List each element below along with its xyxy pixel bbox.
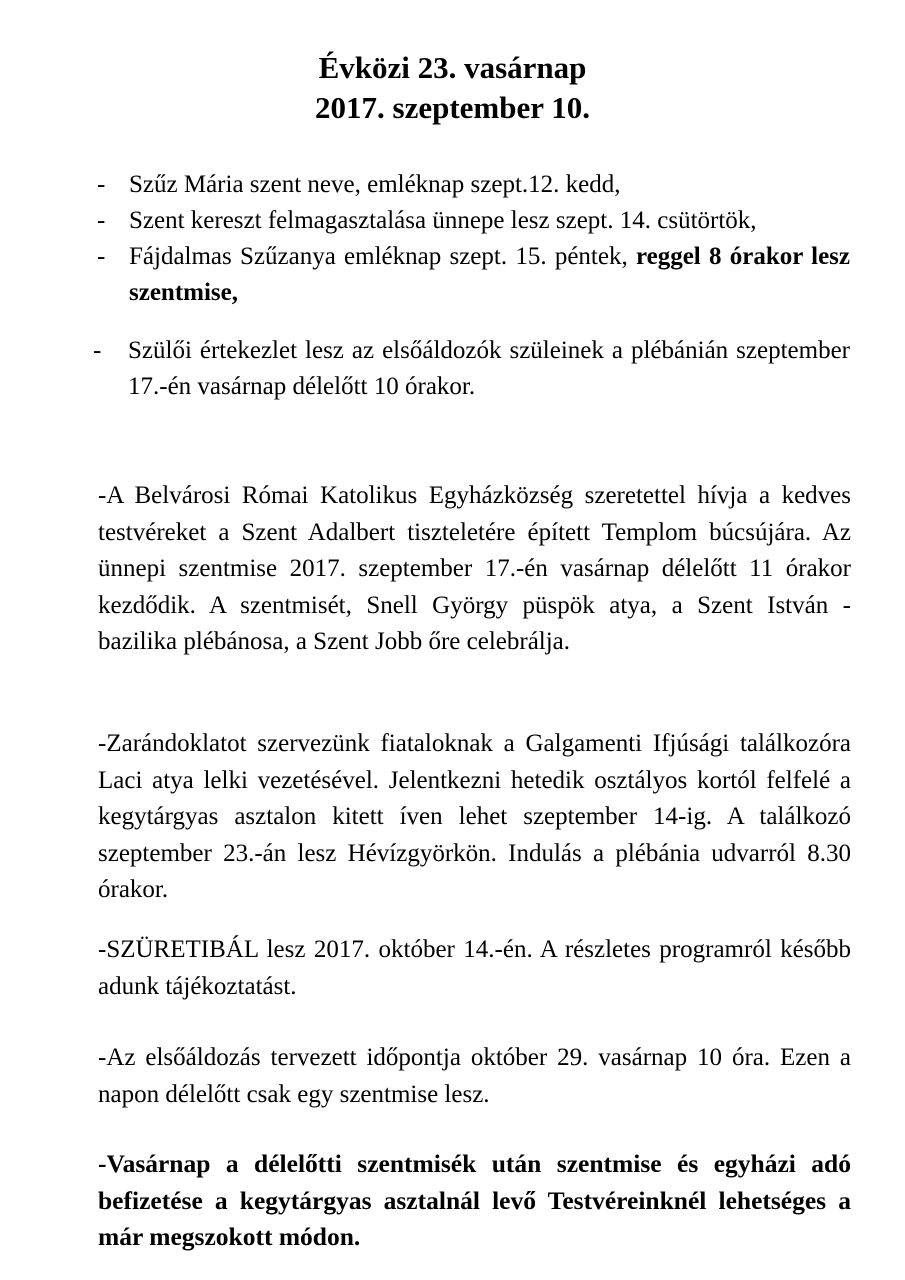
list-item: [97, 203, 850, 239]
list-item-text: Fájdalmas Szűzanya emléknap szept. 15. péntek,: [129, 243, 636, 270]
bullet-dash: -: [93, 337, 102, 364]
list-item: [97, 239, 850, 311]
bullet-dash: -: [97, 171, 106, 198]
bullet-list: [93, 167, 851, 405]
paragraph-templom-bucsu: -A Belvárosi Római Katolikus Egyházközség szeretettel hívja a kedves testvéreket a Szent Adalbert tiszteletére épített Templom búcsújára. Az ünnepi szentmise 2017. szeptember 17.-én vasárnap délelőtt 11 órakor kezdődik. A szentmisét, Snell György püspök atya, a Szent István - bazilika plébánosa, a Szent Jobb őre celebrálja.: [98, 482, 851, 655]
page-title: Évközi 23. vasárnap: [318, 50, 587, 85]
bullet-dash: -: [97, 207, 106, 234]
bullet-dash: -: [97, 243, 106, 270]
paragraph-szuretibal: -SZÜRETIBÁL lesz 2017. október 14.-én. A részletes programról később adunk tájékoztatást.: [98, 936, 851, 1000]
list-item-text: Szülői értekezlet lesz az elsőáldozók szüleinek a plébánián szeptember 17.-én vasárnap délelőtt 10 órakor.: [128, 337, 850, 400]
list-item: [93, 333, 850, 405]
paragraph-egyhazi-ado: -Vasárnap a délelőtti szentmisék után szentmise és egyházi adó befizetése a kegytárgyas asztalnál levő Testvéreinknél lehetséges a már megszokott módon.: [98, 1149, 851, 1251]
list-item-text: Szűz Mária szent neve, emléknap szept.12. kedd,: [129, 171, 621, 198]
page-date: 2017. szeptember 10.: [315, 90, 590, 125]
list-item-text: Szent kereszt felmagasztalása ünnepe lesz szept. 14. csütörtök,: [129, 207, 757, 234]
paragraph-elsoaldozas: -Az elsőáldozás tervezett időpontja október 29. vasárnap 10 óra. Ezen a napon délelőtt csak egy szentmise lesz.: [98, 1044, 851, 1108]
list-item-bold-text: reggel 8 órakor lesz szentmise,: [129, 243, 851, 306]
paragraph-zarandoklat: -Zarándoklatot szervezünk fiataloknak a Galgamenti Ifjúsági találkozóra Laci atya lelki vezetésével. Jelentkezni hetedik osztályos kortól felfelé a kegytárgyas asztalon kitett íven lehet szeptember 14-ig. A találkozó szeptember 23.-án lesz Hévízgyörkön. Indulás a plébánia udvarról 8.30 órakor.: [98, 730, 851, 903]
list-item: [97, 167, 850, 203]
